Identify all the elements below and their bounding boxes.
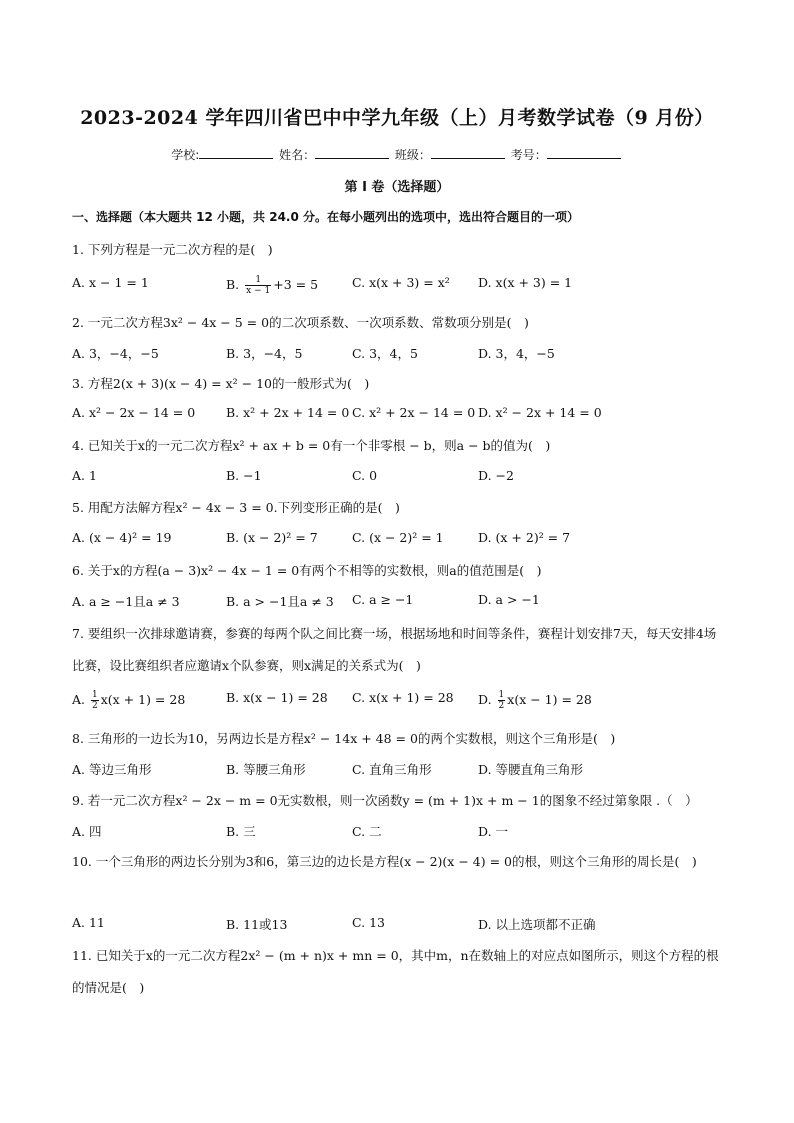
question-options — [72, 592, 732, 612]
question-stem: 9. 若一元二次方程x² − 2x − m = 0无实数根，则一次函数y = (m + 1)x + m − 1的图象不经过第象限 .（ ） — [72, 793, 698, 808]
fraction-numerator: 1 — [92, 690, 98, 700]
question-options — [72, 760, 732, 780]
option-b[interactable]: B. x(x − 1) = 28 — [226, 690, 328, 705]
option-b[interactable]: B. 三 — [226, 824, 256, 839]
option-b[interactable]: B. 等腰三角形 — [226, 762, 306, 777]
option-b[interactable]: B. 3，−4，5 — [226, 346, 303, 361]
name-label: 姓名： — [279, 148, 316, 162]
fraction-denominator: 2 — [92, 701, 98, 711]
option-a[interactable]: A. 11 — [72, 915, 105, 930]
option-c[interactable]: C. 0 — [352, 468, 378, 483]
question-options — [72, 822, 732, 842]
option-b[interactable]: B. a > −1且a ≠ 3 — [226, 594, 334, 609]
option-d[interactable]: D. −2 — [478, 468, 514, 483]
option-a[interactable] — [72, 690, 185, 711]
option-c[interactable]: C. x² + 2x − 14 = 0 — [352, 405, 476, 420]
option-d[interactable]: D. (x + 2)² = 7 — [478, 530, 571, 545]
option-d[interactable]: D. 3，4，−5 — [478, 346, 555, 361]
fraction-denominator: 2 — [498, 701, 505, 711]
question-stem: 8. 三角形的一边长为10，另两边长是方程x² − 14x + 48 = 0的两个实数根，则这个三角形是( ) — [72, 731, 616, 746]
school-label: 学校: — [171, 148, 200, 162]
option-c[interactable]: C. 13 — [352, 915, 385, 930]
option-d[interactable]: D. 以上选项都不正确 — [478, 917, 596, 932]
question-options — [72, 690, 732, 710]
fraction-denominator: x − 1 — [246, 286, 271, 296]
option-c[interactable]: C. 3，4，5 — [352, 346, 418, 361]
question-stem: 3. 方程2(x + 3)(x − 4) = x² − 10的一般形式为( ) — [72, 376, 370, 391]
option-d-letter: D. — [478, 692, 492, 707]
section-title: 第 I 卷（选择题） — [344, 180, 450, 195]
class-label: 班级： — [394, 148, 431, 162]
option-d[interactable]: D. x(x + 3) = 1 — [478, 275, 573, 290]
option-a-letter: A. — [72, 692, 86, 707]
school-blank[interactable] — [199, 146, 273, 159]
option-c[interactable]: C. 直角三角形 — [352, 762, 432, 777]
option-a[interactable]: A. x² − 2x − 14 = 0 — [72, 405, 196, 420]
fraction — [498, 690, 506, 711]
question-options — [72, 530, 732, 550]
question-stem: 6. 关于x的方程(a − 3)x² − 4x − 1 = 0有两个不相等的实数根，则a的值范围是( ) — [72, 563, 542, 578]
option-b-letter: B. — [226, 277, 240, 292]
number-blank[interactable] — [547, 146, 621, 159]
question-stem: 11. 已知关于x的一元二次方程2x² − (m + n)x + mn = 0，其中m，n在数轴上的对应点如图所示，则这个方程的根的情况是( ) — [72, 948, 719, 995]
question-options — [72, 405, 732, 425]
question-options — [72, 344, 732, 364]
option-c[interactable]: C. x(x + 3) = x² — [352, 275, 450, 290]
fraction — [245, 275, 271, 296]
option-a[interactable]: A. 3，−4，−5 — [72, 346, 159, 361]
option-b-rest: +3 = 5 — [273, 277, 319, 292]
question-stem: 10. 一个三角形的两边长分别为3和6，第三边的边长是方程(x − 2)(x − 4) = 0的根，则这个三角形的周长是( ) — [72, 854, 697, 869]
option-d[interactable]: D. 等腰直角三角形 — [478, 762, 584, 777]
student-info-line — [0, 146, 794, 163]
fraction-numerator: 1 — [245, 275, 271, 286]
option-d[interactable]: D. 一 — [478, 824, 509, 839]
option-a[interactable]: A. (x − 4)² = 19 — [72, 530, 172, 545]
question-stem: 2. 一元二次方程3x² − 4x − 5 = 0的二次项系数、一次项系数、常数项分别是( ) — [72, 315, 529, 330]
fraction-numerator: 1 — [498, 690, 505, 700]
option-c[interactable]: C. (x − 2)² = 1 — [352, 530, 444, 545]
question-options — [72, 915, 732, 935]
option-b[interactable]: B. 11或13 — [226, 917, 288, 932]
option-c[interactable]: C. 二 — [352, 824, 382, 839]
number-label: 考号： — [510, 148, 547, 162]
name-blank[interactable] — [315, 146, 389, 159]
question-stem: 4. 已知关于x的一元二次方程x² + ax + b = 0有一个非零根 − b，则a − b的值为( ) — [72, 438, 551, 453]
option-b[interactable]: B. −1 — [226, 468, 262, 483]
option-a[interactable]: A. a ≥ −1且a ≠ 3 — [72, 594, 180, 609]
option-a[interactable]: A. 四 — [72, 824, 102, 839]
question-options — [72, 275, 732, 295]
option-c[interactable]: C. a ≥ −1 — [352, 592, 414, 607]
part-header: 一、选择题（本大题共 12 小题，共 24.0 分。在每小题列出的选项中，选出符合题目的一项） — [72, 210, 580, 224]
option-d[interactable]: D. a > −1 — [478, 592, 540, 607]
option-d-rest: x(x − 1) = 28 — [507, 692, 592, 707]
option-b[interactable] — [226, 275, 318, 296]
option-d[interactable] — [478, 690, 592, 711]
class-blank[interactable] — [431, 146, 505, 159]
option-d[interactable]: D. x² − 2x + 14 = 0 — [478, 405, 602, 420]
question-options — [72, 468, 732, 488]
fraction — [91, 690, 99, 711]
page-title: 2023-2024 学年四川省巴中中学九年级（上）月考数学试卷（9 月份） — [80, 107, 714, 129]
option-b[interactable]: B. x² + 2x + 14 = 0 — [226, 405, 350, 420]
question-stem: 7. 要组织一次排球邀请赛，参赛的每两个队之间比赛一场，根据场地和时间等条件，赛程计划安排7天，每天安排4场比赛，设比赛组织者应邀请x个队参赛，则x满足的关系式为( ) — [72, 626, 717, 673]
question-stem: 5. 用配方法解方程x² − 4x − 3 = 0.下列变形正确的是( ) — [72, 500, 400, 515]
option-a-rest: x(x + 1) = 28 — [100, 692, 186, 707]
option-a[interactable]: A. 1 — [72, 468, 97, 483]
option-c[interactable]: C. x(x + 1) = 28 — [352, 690, 454, 705]
option-b[interactable]: B. (x − 2)² = 7 — [226, 530, 318, 545]
option-a[interactable]: A. x − 1 = 1 — [72, 275, 149, 290]
question-stem: 1. 下列方程是一元二次方程的是( ) — [72, 242, 273, 257]
option-a[interactable]: A. 等边三角形 — [72, 762, 152, 777]
